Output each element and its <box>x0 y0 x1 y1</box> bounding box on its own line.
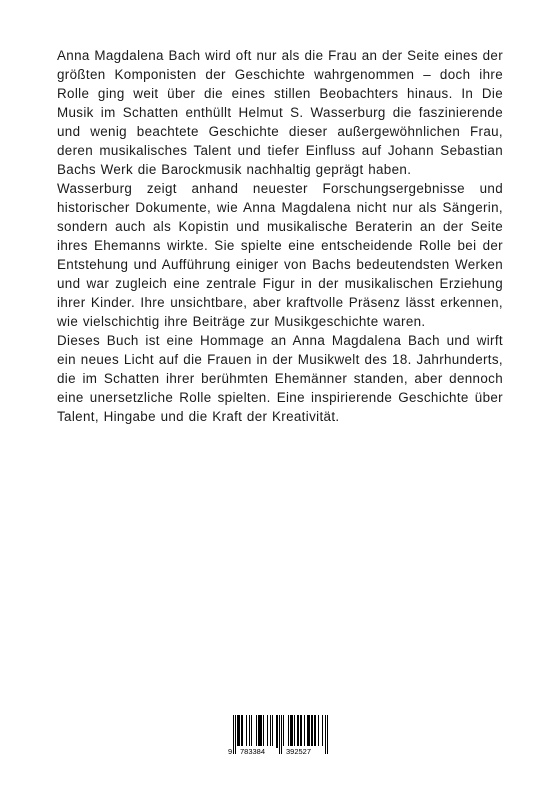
barcode-bar <box>283 715 284 748</box>
barcode-bar <box>307 715 308 748</box>
barcode-bar <box>263 715 264 748</box>
barcode-bar <box>288 715 289 748</box>
barcode-bar <box>270 715 271 748</box>
barcode-bar <box>277 715 278 748</box>
barcode-bar <box>233 715 234 754</box>
barcode-bar <box>239 715 240 748</box>
barcode-bar <box>322 715 323 748</box>
barcode-bar <box>325 715 326 754</box>
blurb-paragraph-1: Anna Magdalena Bach wird oft nur als die Frau an der Seite eines der größten Komponisten der Geschichte wahrgenommen – doch ihre Rolle ging weit über die eines stillen Beobachters hinaus. In Die Musik im Schatten enthüllt Helmut S. Wasserburg die faszinierende und wenig beachtete Geschichte dieser außergewöhnlichen Frau, deren musikalisches Talent und tiefer Einfluss auf Johann Sebastian Bachs Werk die Barockmusik nachhaltig geprägt haben. <box>57 48 503 177</box>
barcode-bar <box>301 715 302 748</box>
barcode-bar <box>311 715 312 748</box>
barcode-bar <box>235 715 236 754</box>
barcode-bar <box>318 715 319 748</box>
barcode-digits-left: 783384 <box>240 747 266 756</box>
barcode-bar <box>242 715 243 748</box>
barcode-bar <box>272 715 273 748</box>
barcode-bar <box>327 715 328 754</box>
blurb-text <box>57 46 503 426</box>
barcode-bar <box>258 715 259 748</box>
barcode-bar <box>312 715 313 748</box>
barcode-bar <box>267 715 268 748</box>
barcode-bar <box>291 715 292 748</box>
barcode-bar <box>259 715 260 748</box>
barcode-bar <box>309 715 310 748</box>
barcode-bar <box>292 715 293 748</box>
barcode-bar <box>246 715 247 748</box>
barcode-bar <box>241 715 242 748</box>
barcode-bar <box>315 715 316 748</box>
barcode-bar <box>249 715 250 748</box>
barcode-bar <box>260 715 261 748</box>
barcode-bar <box>256 715 257 748</box>
barcode-lead-digit: 9 <box>228 747 233 756</box>
barcode-bar <box>308 715 309 748</box>
isbn-barcode <box>227 714 331 756</box>
blurb-paragraph-3: Dieses Buch ist eine Hommage an Anna Magdalena Bach und wirft ein neues Licht auf die Frauen in der Musikwelt des 18. Jahrhunderts, die im Schatten ihrer berühmten Ehemänner standen, aber dennoch eine unersetzliche Rolle spielten. Eine inspirierende Geschichte über Talent, Hingabe und die Kraft der Kreativität. <box>57 333 503 424</box>
barcode-bar <box>314 715 315 748</box>
barcode-bar <box>298 715 299 748</box>
barcode-bar <box>251 715 252 748</box>
barcode-bar <box>279 715 280 754</box>
barcode-bar <box>300 715 301 748</box>
barcode-bar <box>237 715 238 748</box>
barcode-bar <box>261 715 262 748</box>
barcode-bar <box>294 715 295 748</box>
barcode-bar <box>238 715 239 748</box>
barcode-bar <box>290 715 291 748</box>
barcode-digits-right: 392527 <box>286 747 312 756</box>
barcode-bar <box>297 715 298 748</box>
blurb-paragraph-2: Wasserburg zeigt anhand neuester Forschungsergebnisse und historischer Dokumente, wie Anna Magdalena nicht nur als Sängerin, sondern auch als Kopistin und musikalische Beraterin an der Seite ihres Ehemanns wirkte. Sie spielte eine entscheidende Rolle bei der Entstehung und Aufführung einiger von Bachs bedeutendsten Werken und war zugleich eine zentrale Figur in der musikalischen Erziehung ihrer Kinder. Ihre unsichtbare, aber kraftvolle Präsenz lässt erkennen, wie vielschichtig ihre Beiträge zur Musikgeschichte waren. <box>57 181 503 329</box>
barcode-bar <box>276 715 277 748</box>
barcode-bar <box>304 715 305 748</box>
barcode-bar <box>281 715 282 754</box>
barcode-graphic <box>227 714 331 756</box>
